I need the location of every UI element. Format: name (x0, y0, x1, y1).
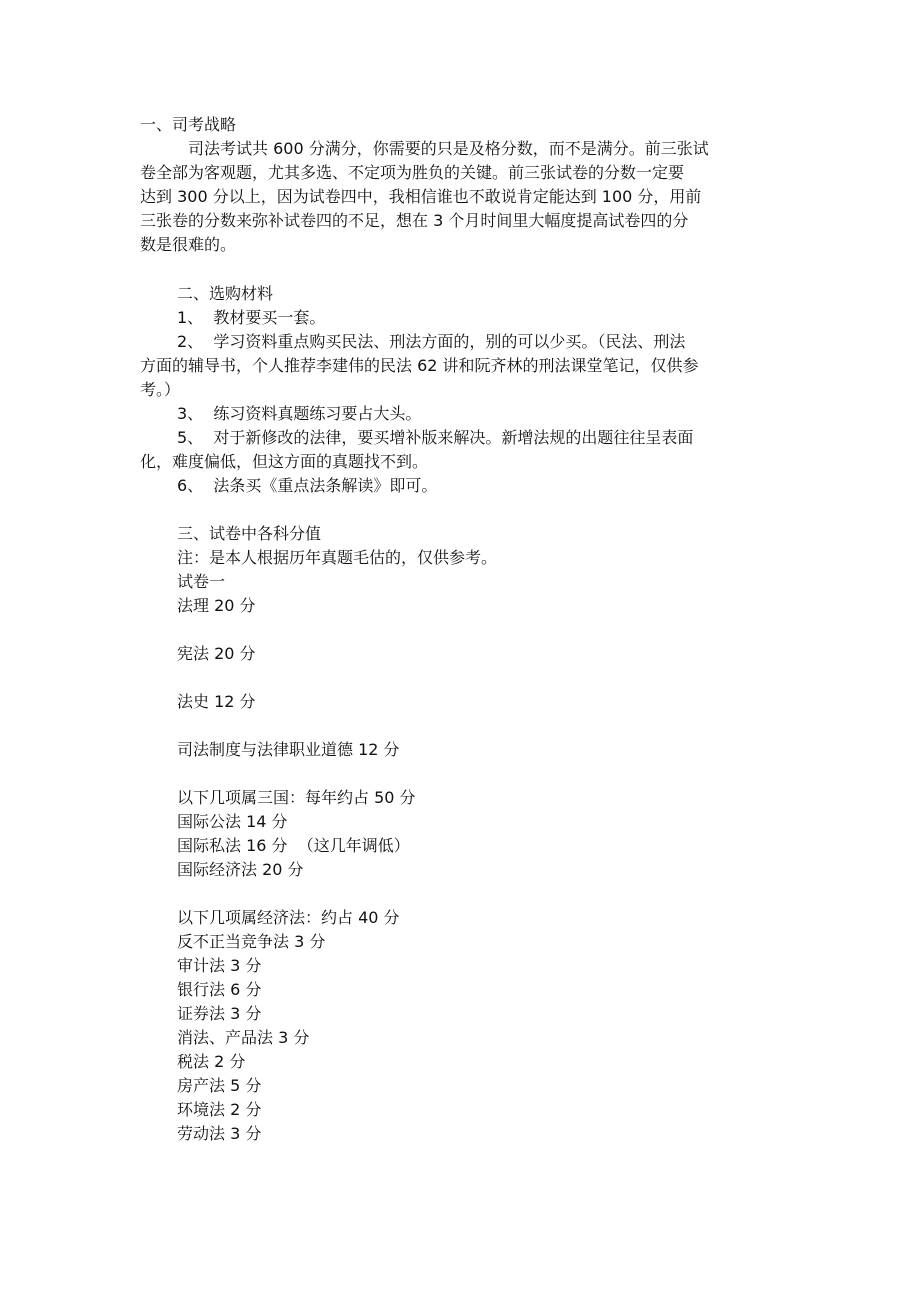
group-intro-economic: 以下几项属经济法：约占 40 分 (177, 908, 400, 927)
paper-label: 试卷一 (177, 572, 226, 591)
paragraph-line: 达到 300 分以上，因为试卷四中，我相信谁也不敢说肯定能达到 100 分，用前 (140, 187, 702, 206)
subject-score: 审计法 3 分 (177, 956, 262, 975)
section-heading-strategy: 一、司考战略 (140, 115, 237, 134)
paragraph-line: 三张卷的分数来弥补试卷四的不足，想在 3 个月时间里大幅度提高试卷四的分 (140, 211, 689, 230)
paragraph-line: 司法考试共 600 分满分，你需要的只是及格分数，而不是满分。前三张试 (188, 139, 709, 158)
list-item-continuation: 方面的辅导书，个人推荐李建伟的民法 62 讲和阮齐林的刑法课堂笔记，仅供参 (140, 356, 699, 375)
list-item: 1、 教材要买一套。 (177, 308, 326, 327)
subject-score: 国际经济法 20 分 (177, 860, 304, 879)
list-item-continuation: 考。） (140, 380, 181, 399)
subject-score: 银行法 6 分 (177, 980, 262, 999)
paragraph-line: 数是很难的。 (140, 235, 237, 254)
subject-score: 法史 12 分 (177, 692, 256, 711)
note-text: 注：是本人根据历年真题毛估的，仅供参考。 (177, 548, 498, 567)
subject-score: 反不正当竞争法 3 分 (177, 932, 326, 951)
section-heading-materials: 二、选购材料 (177, 284, 274, 303)
list-item: 3、 练习资料真题练习要占大头。 (177, 404, 422, 423)
list-item-continuation: 化，难度偏低，但这方面的真题找不到。 (140, 452, 429, 471)
subject-score: 宪法 20 分 (177, 644, 256, 663)
group-intro-international: 以下几项属三国：每年约占 50 分 (177, 788, 416, 807)
subject-score: 消法、产品法 3 分 (177, 1028, 310, 1047)
list-item: 5、 对于新修改的法律，要买增补版来解决。新增法规的出题往往呈表面 (177, 428, 694, 447)
list-item: 6、 法条买《重点法条解读》即可。 (177, 476, 438, 495)
subject-score: 劳动法 3 分 (177, 1124, 262, 1143)
subject-score: 税法 2 分 (177, 1052, 246, 1071)
section-heading-scores: 三、试卷中各科分值 (177, 524, 322, 543)
subject-score: 国际私法 16 分 （这几年调低） (177, 836, 410, 855)
subject-score: 法理 20 分 (177, 596, 256, 615)
list-item: 2、 学习资料重点购买民法、刑法方面的，别的可以少买。（民法、刑法 (177, 332, 686, 351)
subject-score: 环境法 2 分 (177, 1100, 262, 1119)
paragraph-line: 卷全部为客观题，尤其多选、不定项为胜负的关键。前三张试卷的分数一定要 (140, 163, 685, 182)
subject-score: 证券法 3 分 (177, 1004, 262, 1023)
subject-score: 司法制度与法律职业道德 12 分 (177, 740, 400, 759)
subject-score: 房产法 5 分 (177, 1076, 262, 1095)
subject-score: 国际公法 14 分 (177, 812, 288, 831)
